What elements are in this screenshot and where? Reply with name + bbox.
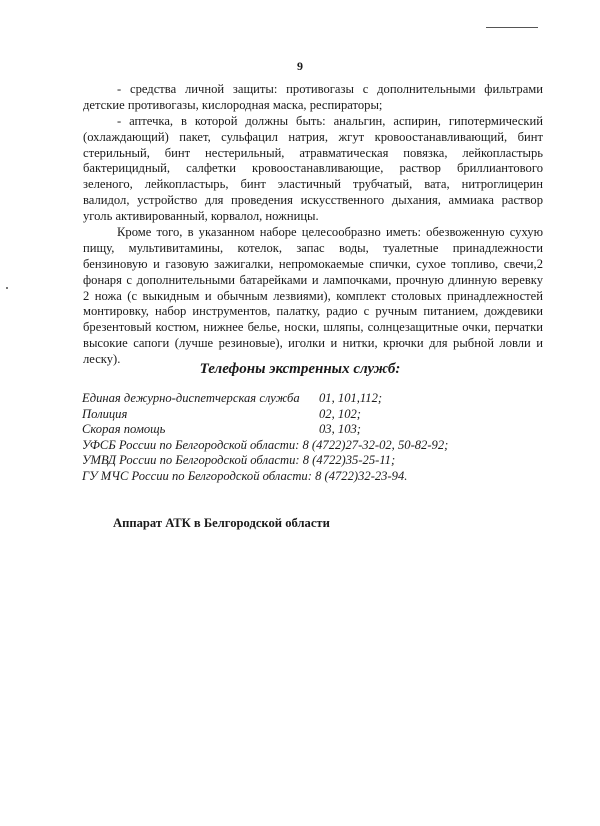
contact-name: Единая дежурно-диспетчерская служба xyxy=(82,391,300,405)
text-line: Кроме того, в указанном наборе целесообразно иметь: обезвоженную сухую xyxy=(117,225,543,240)
contact-number: 02, 102; xyxy=(319,406,361,421)
signature-block: Аппарат АТК в Белгородской области xyxy=(113,516,330,530)
scan-artifact-dot xyxy=(6,287,8,289)
text-line: - средства личной защиты: противогазы с дополнительными фильтрами xyxy=(117,82,543,96)
text-line: брезентовый костюм, нижнее белье, носки, шляпы, солнцезащитные очки, перчатки xyxy=(83,320,543,335)
body-text xyxy=(83,82,543,368)
contact-name: ГУ МЧС России по Белгородской области: xyxy=(82,468,316,483)
text-line: бензиновую и газовую зажигалки, непромокаемые спички, сухое топливо, свечи,2 xyxy=(83,256,543,271)
text-line: - аптечка, в которой должны быть: анальгин, аспирин, гипотермический xyxy=(117,113,543,128)
contact-number: 8 (4722)32-23-94. xyxy=(315,468,408,483)
text-line: уголь активированный, корвалол, ножницы. xyxy=(83,209,319,224)
text-line: леску). xyxy=(83,352,121,367)
contact-number: 03, 103; xyxy=(319,422,361,437)
contact-name: УФСБ России по Белгородской области: xyxy=(82,437,303,452)
contact-row xyxy=(82,453,448,469)
contact-row xyxy=(82,422,448,438)
contact-name: Скорая помощь xyxy=(82,422,166,437)
text-line: стерильный, бинт нестерильный, атравматическая повязка, лейкопластырь xyxy=(83,145,543,160)
contact-name: Полиция xyxy=(82,406,128,421)
contact-number: 8 (4722)35-25-11; xyxy=(302,453,396,468)
emergency-contacts-list xyxy=(82,391,448,485)
contact-row xyxy=(82,407,448,423)
text-line: зеленого, лейкопластырь, бинт эластичный трубчатый, вата, нитроглицерин xyxy=(83,177,543,192)
text-line: (охлаждающий) пакет, сульфацил натрия, жгут кровоостанавливающий, бинт xyxy=(83,129,543,144)
section-heading: Телефоны экстренных служб: xyxy=(199,361,401,377)
text-line: пищу, мультивитамины, котелок, запас воды, туалетные принадлежности xyxy=(83,240,543,255)
contact-number: 8 (4722)27-32-02, 50-82-92; xyxy=(302,437,449,452)
text-line: 2 ножа (с выкидным и обычным лезвиями), комплект столовых принадлежностей xyxy=(83,288,543,303)
contact-number: 01, 101,112; xyxy=(319,391,383,405)
text-line: монтировку, набор инструментов, палатку, радио с ручным питанием, дождевики xyxy=(83,304,543,319)
contact-row xyxy=(82,391,448,407)
contact-row xyxy=(82,469,448,485)
text-line: валидол, устройство для проведения искусственного дыхания, аммиака раствор xyxy=(83,193,543,208)
contact-row xyxy=(82,438,448,454)
text-line: бактерицидный, салфетки кровоостанавливающие, раствор бриллиантового xyxy=(83,161,543,176)
scan-artifact-line xyxy=(486,27,538,28)
contact-name: УМВД России по Белгородской области: xyxy=(82,453,303,468)
page-number: 9 xyxy=(297,59,303,73)
text-line: детские противогазы, кислородная маска, респираторы; xyxy=(83,97,383,112)
text-line: высокие сапоги (лучше резиновые), иголки и нитки, крючки для рыбной ловли и xyxy=(83,336,543,351)
text-line: фонаря с дополнительными батарейками и лампочками, прочную длинную веревку xyxy=(83,272,543,287)
